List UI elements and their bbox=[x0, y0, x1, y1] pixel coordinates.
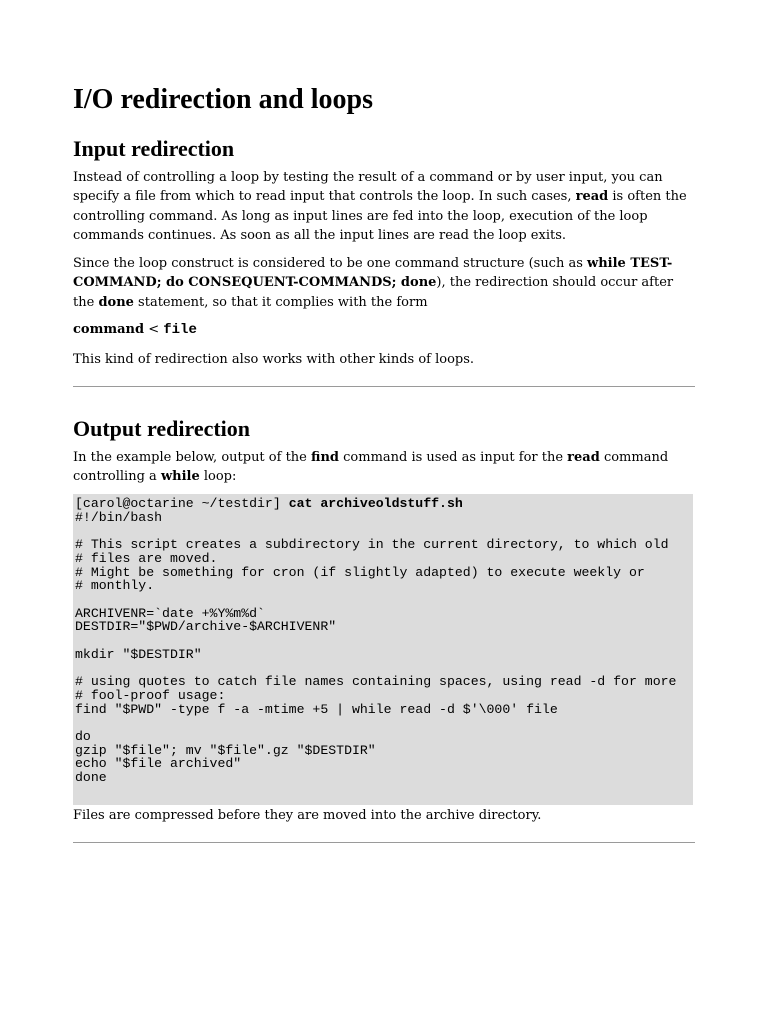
done-keyword: done bbox=[98, 294, 134, 310]
output-p1-text-a: In the example below, output of the bbox=[73, 450, 311, 465]
read-keyword: read bbox=[575, 189, 609, 205]
code-line: # Might be something for cron (if slightly adapted) to execute weekly or bbox=[75, 564, 645, 580]
form-less-than: < bbox=[144, 322, 164, 337]
code-prompt-line bbox=[75, 497, 463, 511]
output-redirection-heading: Output redirection bbox=[73, 416, 251, 441]
input-redirection-heading: Input redirection bbox=[73, 136, 235, 161]
section-divider-1 bbox=[73, 386, 695, 387]
input-paragraph-3: This kind of redirection also works with other kinds of loops. bbox=[73, 352, 475, 367]
code-block bbox=[73, 494, 693, 805]
input-p1-text-c: is often the controlling command. As long as input lines are fed into the loop, execution of the loop commands continues. As soon as all the input lines are read the loop exits. bbox=[73, 189, 687, 243]
code-line: done bbox=[75, 770, 107, 786]
read-keyword-2: read bbox=[567, 450, 600, 465]
input-p2-text-a: Since the loop construct is considered to be one command structure (such as bbox=[73, 256, 588, 271]
find-keyword: find bbox=[311, 450, 339, 465]
input-paragraph-1 bbox=[73, 168, 691, 245]
code-line: gzip "$file"; mv "$file".gz "$DESTDIR" bbox=[75, 742, 376, 758]
output-p1-text-e: command controlling a bbox=[73, 450, 669, 485]
code-line: # This script creates a subdirectory in the current directory, to which old bbox=[75, 537, 669, 553]
input-p2-text-e: statement, so that it complies with the form bbox=[133, 294, 428, 310]
page-title: I/O redirection and loops bbox=[73, 84, 374, 115]
code-line: find "$PWD" -type f -a -mtime +5 | while read -d $'\000' file bbox=[75, 701, 558, 717]
code-line: echo "$file archived" bbox=[75, 756, 242, 772]
input-p2-text-c: ), the redirection should occur after the bbox=[73, 275, 674, 310]
shell-prompt: [carol@octarine ~/testdir] bbox=[75, 496, 289, 511]
code-line: DESTDIR="$PWD/archive-$ARCHIVENR" bbox=[75, 619, 337, 635]
input-paragraph-2 bbox=[73, 254, 691, 312]
output-p1-text-g: loop: bbox=[199, 469, 237, 485]
code-line: ARCHIVENR=`date +%Y%m%d` bbox=[75, 605, 265, 621]
code-caption: Files are compressed before they are moved into the archive directory. bbox=[73, 808, 542, 823]
while-structure-keyword: while TEST-COMMAND; do CONSEQUENT-COMMANDS; done bbox=[73, 256, 673, 291]
output-p1-text-c: command is used as input for the bbox=[339, 450, 568, 465]
form-file: file bbox=[163, 322, 197, 338]
while-keyword: while bbox=[160, 469, 200, 485]
form-command: command bbox=[73, 322, 145, 337]
code-line: mkdir "$DESTDIR" bbox=[75, 646, 202, 662]
shell-command: cat archiveoldstuff.sh bbox=[288, 496, 463, 511]
code-line: do bbox=[75, 729, 91, 744]
section-divider-2 bbox=[73, 842, 695, 843]
code-line: # monthly. bbox=[75, 578, 155, 594]
code-line: # using quotes to catch file names containing spaces, using read -d for more bbox=[75, 674, 677, 690]
redirection-form bbox=[73, 320, 691, 340]
input-p1-text-a: Instead of controlling a loop by testing the result of a command or by user input, you can specify a file from which to read input that controls the loop. In such cases, bbox=[73, 170, 663, 205]
output-paragraph-1 bbox=[73, 448, 691, 487]
code-line: #!/bin/bash bbox=[75, 509, 163, 525]
code-line: # fool-proof usage: bbox=[75, 687, 226, 703]
code-line: # files are moved. bbox=[75, 550, 218, 566]
